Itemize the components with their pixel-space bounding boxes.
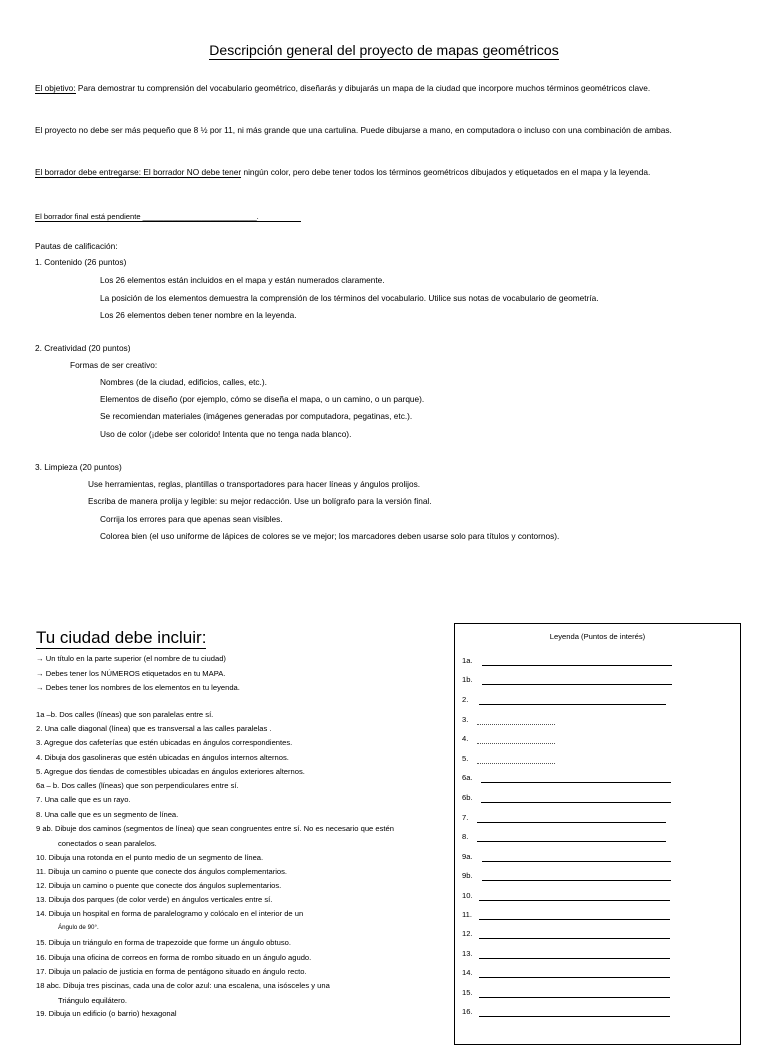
draft-paragraph	[35, 164, 735, 181]
legend-blank-line[interactable]	[481, 782, 671, 783]
legend-entry-number: 10.	[462, 891, 473, 900]
legend-blank-line[interactable]	[479, 958, 670, 959]
legend-entry-number: 8.	[462, 832, 469, 841]
section-creativity-title: 2. Creatividad (20 puntos)	[35, 343, 131, 353]
creativity-subheading: Formas de ser creativo:	[70, 360, 158, 370]
city-item: Triángulo equilátero.	[58, 996, 127, 1005]
city-item: 17. Dibuja un palacio de justicia en forma de pentágono situado en ángulo recto.	[36, 967, 307, 976]
legend-blank-line[interactable]	[479, 997, 670, 998]
creativity-item: Se recomiendan materiales (imágenes generadas por computadora, pegatinas, etc.).	[100, 411, 413, 421]
size-paragraph: El proyecto no debe ser más pequeño que 8 ½ por 11, ni más grande que una cartulina. Puede dibujarse a mano, en computadora o incluso con una combinación de ambas.	[35, 125, 672, 135]
city-item: 2. Una calle diagonal (línea) que es transversal a las calles paralelas .	[36, 724, 272, 733]
section-content-title: 1. Contenido (26 puntos)	[35, 257, 127, 267]
city-item: 4. Dibuja dos gasolineras que estén ubicadas en ángulos internos alternos.	[36, 753, 289, 762]
city-item: 18 abc. Dibuja tres piscinas, cada una de color azul: una escalena, una isósceles y una	[36, 981, 330, 990]
legend-entry-number: 5.	[462, 754, 469, 763]
city-item: 8. Una calle que es un segmento de línea.	[36, 810, 179, 819]
cleanliness-item: Escriba de manera prolija y legible: su mejor redacción. Use un bolígrafo para la versión final.	[88, 496, 432, 506]
legend-entry-number: 1a.	[462, 656, 473, 665]
legend-entry-number: 1b.	[462, 675, 473, 684]
legend-entry-number: 2.	[462, 695, 469, 704]
legend-blank-line[interactable]	[482, 880, 671, 881]
legend-entry-number: 9b.	[462, 871, 473, 880]
city-item: 12. Dibuja un camino o puente que conecte dos ángulos suplementarios.	[36, 881, 282, 890]
legend-blank-line[interactable]	[479, 704, 666, 705]
section-cleanliness-title: 3. Limpieza (20 puntos)	[35, 462, 122, 472]
city-item: 19. Dibuja un edificio (o barrio) hexagonal	[36, 1009, 177, 1018]
city-item: 6a – b. Dos calles (líneas) que son perpendiculares entre sí.	[36, 781, 239, 790]
city-item: 3. Agregue dos cafeterías que estén ubicadas en ángulos correspondientes.	[36, 738, 293, 747]
draft-intro: El borrador debe entregarse: El	[35, 167, 154, 177]
grading-heading: Pautas de calificación:	[35, 241, 118, 251]
city-item: 10. Dibuja una rotonda en el punto medio de un segmento de línea.	[36, 853, 264, 862]
city-instruction: → Debes tener los nombres de los elementos en tu leyenda.	[36, 683, 240, 692]
legend-title: Leyenda (Puntos de interés)	[549, 632, 646, 641]
legend-blank-line[interactable]	[477, 822, 666, 823]
legend-entry-number: 12.	[462, 929, 473, 938]
cleanliness-item: Use herramientas, reglas, plantillas o transportadores para hacer líneas y ángulos prolijos.	[88, 479, 421, 489]
legend-blank-line[interactable]	[479, 977, 670, 978]
objective-label: El objetivo:	[35, 83, 76, 93]
legend-blank-line[interactable]	[479, 1016, 670, 1017]
city-item: 1a –b. Dos calles (líneas) que son paralelas entre sí.	[36, 710, 214, 719]
legend-entry-number: 11.	[462, 910, 472, 919]
cleanliness-item: Corrija los errores para que apenas sean visibles.	[100, 514, 283, 524]
legend-entry-number: 6b.	[462, 793, 473, 802]
legend-entry-number: 6a.	[462, 773, 473, 782]
legend-blank-line[interactable]	[477, 841, 666, 842]
final-due-line: El borrador final está pendiente ___________________________.	[35, 212, 301, 222]
legend-blank-line[interactable]	[479, 938, 670, 939]
page-title: Descripción general del proyecto de mapas geométricos	[209, 42, 559, 58]
legend-blank-line[interactable]	[482, 861, 671, 862]
legend-blank-line[interactable]	[479, 900, 670, 901]
city-requirements-title: Tu ciudad debe incluir:	[36, 628, 207, 647]
content-item: Los 26 elementos deben tener nombre en la leyenda.	[100, 310, 297, 320]
city-item: 16. Dibuja una oficina de correos en forma de rombo situado en un ángulo agudo.	[36, 953, 312, 962]
legend-entry-number: 7.	[462, 813, 469, 822]
legend-blank-line[interactable]	[479, 919, 670, 920]
legend-entry-number: 16.	[462, 1007, 473, 1016]
city-item: 9 ab. Dibuje dos caminos (segmentos de línea) que sean congruentes entre sí. No es necesario que estén	[36, 824, 394, 833]
city-item: 13. Dibuja dos parques (de color verde) en ángulos verticales entre sí.	[36, 895, 273, 904]
legend-entry-number: 13.	[462, 949, 473, 958]
city-item: 7. Una calle que es un rayo.	[36, 795, 131, 804]
city-item: 11. Dibuja un camino o puente que conecte dos ángulos complementarios.	[36, 867, 288, 876]
legend-blank-line[interactable]	[477, 763, 555, 764]
legend-blank-line[interactable]	[477, 743, 555, 744]
creativity-item: Elementos de diseño (por ejemplo, cómo se diseña el mapa, o un camino, o un parque).	[100, 394, 425, 404]
cleanliness-item: Colorea bien (el uso uniforme de lápices de colores se ve mejor; los marcadores deben usarse solo para títulos y contornos).	[100, 531, 560, 541]
legend-blank-line[interactable]	[481, 802, 671, 803]
city-item: 5. Agregue dos tiendas de comestibles ubicadas en ángulos exteriores alternos.	[36, 767, 305, 776]
legend-blank-line[interactable]	[482, 684, 672, 685]
legend-box	[454, 623, 741, 1045]
legend-entry-number: 14.	[462, 968, 473, 977]
city-item: 14. Dibuja un hospital en forma de paralelogramo y colócalo en el interior de un	[36, 909, 304, 918]
content-item: Los 26 elementos están incluidos en el mapa y están numerados claramente.	[100, 275, 385, 285]
content-item: La posición de los elementos demuestra la comprensión de los términos del vocabulario. Utilice sus notas de vocabulario de geometría.	[100, 293, 599, 303]
legend-blank-line[interactable]	[477, 724, 555, 725]
objective-text: Para demostrar tu comprensión del vocabulario geométrico, diseñarás y dibujarás un mapa de la ciudad que incorpore muchos términos geométricos clave.	[75, 83, 651, 93]
city-item: conectados o sean paralelos.	[58, 839, 157, 848]
city-instruction: → Debes tener los NÚMEROS etiquetados en tu MAPA.	[36, 669, 226, 678]
city-item: 15. Dibuja un triángulo en forma de trapezoide que forme un ángulo obtuso.	[36, 938, 291, 947]
city-instruction: → Un título en la parte superior (el nombre de tu ciudad)	[36, 654, 226, 663]
legend-blank-line[interactable]	[482, 665, 672, 666]
creativity-item: Uso de color (¡debe ser colorido! Intenta que no tenga nada blanco).	[100, 429, 352, 439]
creativity-item: Nombres (de la ciudad, edificios, calles, etc.).	[100, 377, 267, 387]
legend-entry-number: 3.	[462, 715, 469, 724]
draft-rest: ningún color, pero debe tener todos los términos geométricos dibujados y etiquetados en el mapa y la leyenda.	[241, 167, 651, 177]
legend-entry-number: 4.	[462, 734, 469, 743]
city-item: Ángulo de 90°.	[58, 924, 99, 931]
legend-entry-number: 15.	[462, 988, 473, 997]
legend-entry-number: 9a.	[462, 852, 473, 861]
objective-paragraph	[35, 83, 650, 93]
draft-no-color: borrador NO debe tener	[153, 167, 242, 177]
